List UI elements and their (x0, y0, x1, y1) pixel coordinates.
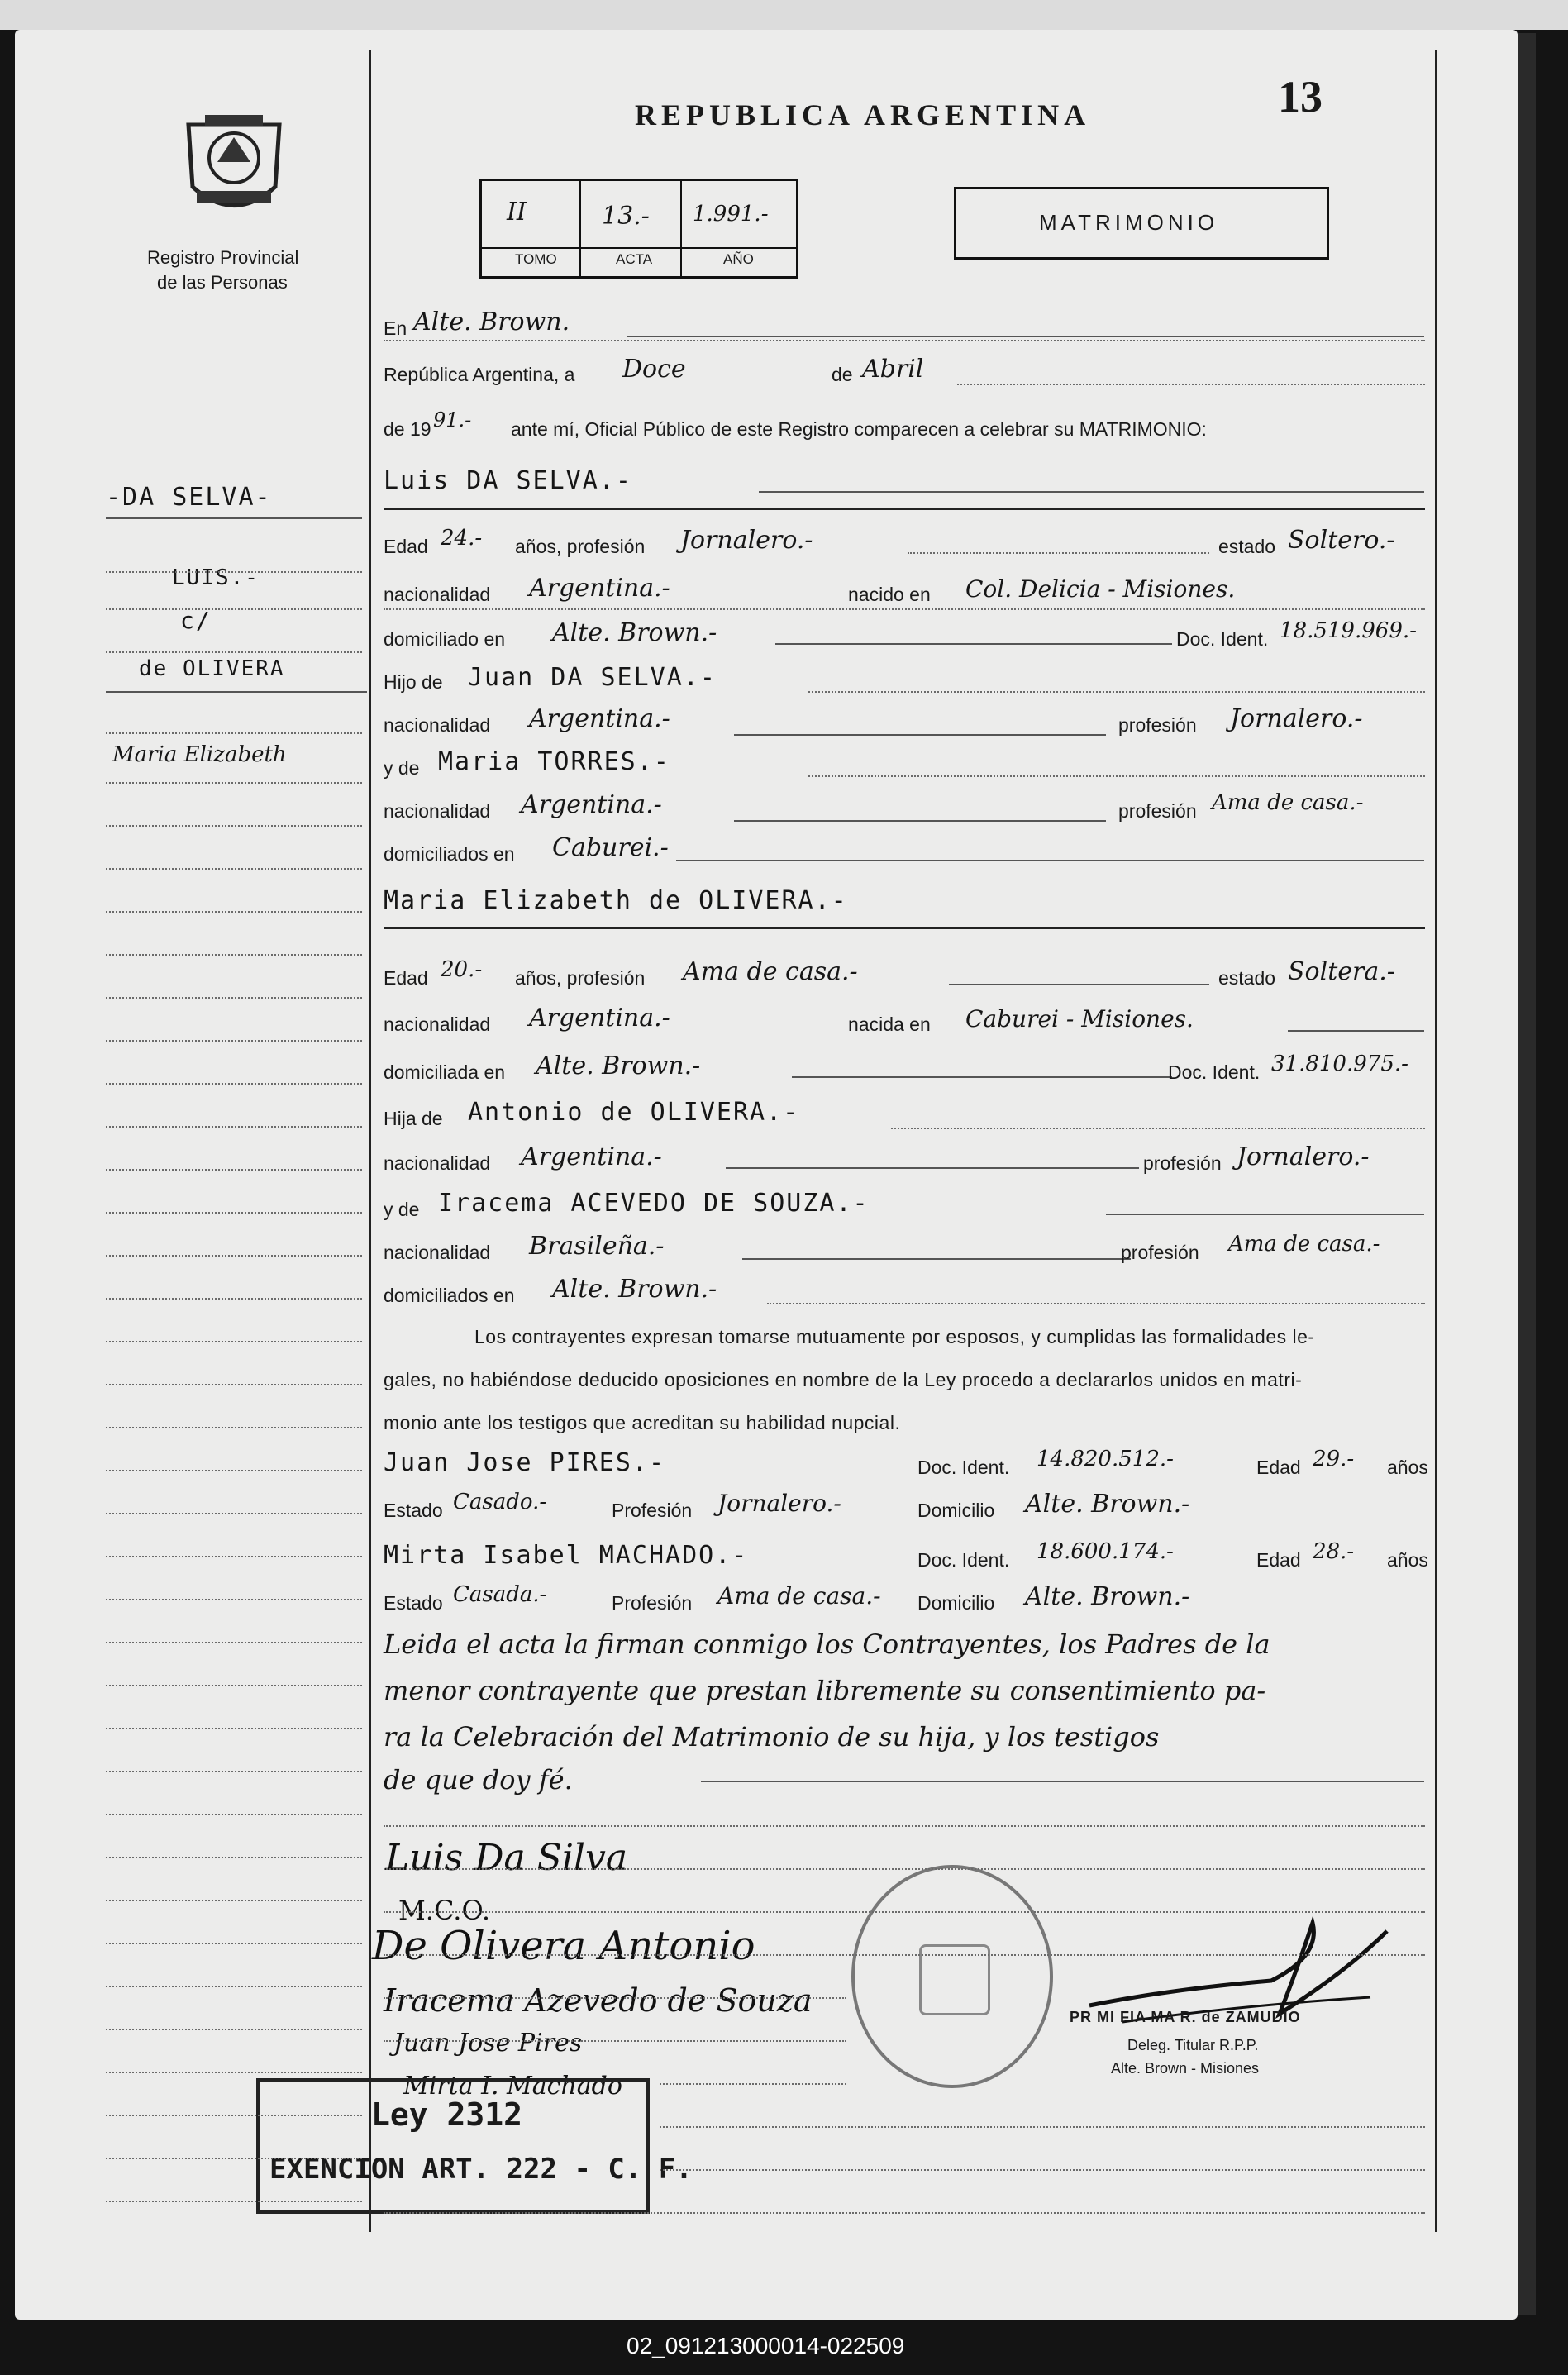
signature-father: De Olivera Antonio (372, 1923, 755, 1969)
groom-mother-nationality: Argentina.- (521, 790, 662, 819)
province-crest-icon (180, 108, 288, 224)
witness2-domicile: Alte. Brown.- (1025, 1582, 1190, 1611)
closing-line-3: ra la Celebración del Matrimonio de su hija, y los testigos (384, 1721, 1160, 1753)
groom-parents-domicile: Caburei.- (552, 833, 669, 862)
witness2-status: Casada.- (453, 1582, 547, 1607)
groom-birthplace: Col. Delicia - Misiones. (965, 575, 1236, 603)
official-title: Deleg. Titular R.P.P. (1127, 2037, 1259, 2053)
groom-mother: Maria TORRES.- (438, 747, 670, 776)
scan-footer (0, 2320, 1568, 2375)
bride-mother-profession: Ama de casa.- (1228, 1232, 1380, 1257)
folio-number: 13 (1278, 72, 1323, 122)
book-edge (1518, 33, 1536, 2315)
witness2-age: 28.- (1313, 1539, 1355, 1564)
witness1-name: Juan Jose PIRES.- (384, 1448, 666, 1477)
margin-wife-surname: de OLIVERA (139, 656, 285, 681)
month: Abril (862, 355, 924, 384)
record-box (479, 179, 798, 279)
scan-top-strip (0, 0, 1568, 30)
bride-domicile: Alte. Brown.- (536, 1052, 701, 1080)
margin-wife-given: Maria Elizabeth (112, 742, 287, 767)
tomo-label: TOMO (515, 251, 557, 267)
groom-doc: 18.519.969.- (1280, 618, 1417, 643)
witness1-profession: Jornalero.- (717, 1490, 841, 1517)
tomo-value: II (507, 198, 527, 227)
bride-status: Soltera.- (1288, 957, 1395, 986)
round-seal-stamp (851, 1865, 1053, 2088)
closing-line-2: menor contrayente que prestan libremente su consentimiento pa- (384, 1675, 1266, 1706)
witness1-status: Casado.- (453, 1490, 547, 1514)
bride-parents-domicile: Alte. Brown.- (552, 1275, 717, 1304)
paragraph-line-3: monio ante los testigos que acreditan su habilidad nupcial. (384, 1412, 901, 1433)
exemption-article: EXENCION ART. 222 - C. F. (269, 2153, 693, 2186)
official-name: PR MI FIA MA R. de ZAMUDIO (1070, 2009, 1301, 2025)
register-page: REPUBLICA ARGENTINA 13 Registro Provincial de las Personas II 13.- 1.991.- TOMO ACTA AÑO MATRIMONIO -DA SELVA- LUIS.- c/ de OLIVERA Maria Elizabeth En Alte. Brown. República Argentina, a Doce de Abril de 19 91.- ante mí, Oficial Público de este Registro comparecen a celebrar su MATRIMONIO: Luis DA SELVA.- Edad 24.- años, profesión Jornalero.- estado Soltero.- nacionalidad Argentina.- nacido en Col. Delicia - Misiones. domiciliado en Alte. Brown.- Doc. Ident. 18.519.969.- Hijo de Juan DA SELVA.- nacionalidad Argentina.- profesión Jornalero.- y de Maria TORRES.- nacionalidad Argentina.- profesión Ama de casa.- domiciliados en Caburei.- Maria Elizabeth de OLIVERA.- Edad 20.- años, profesión Ama de casa.- estado Soltera.- nacionalidad Argentina.- nacida en Caburei - Misiones. domiciliada en Alte. Brown.- Doc. Ident. 31.810.975.- Hija de Antonio de OLIVERA.- nacionalidad Argentina.- profesión Jornalero.- y de Iracema ACEVEDO DE SOUZA.- nacionalidad Brasileña.- profesión Ama de casa.- domiciliados en Alte. Brown.- Los contrayentes expresan tomarse mutuamente por esposos, y cumplidas las formalidades le- gales, no habiéndose deducido oposiciones en nombre de la Ley procedo a declararlos unidos en matri- monio ante los testigos que acreditan su habilidad nupcial. Juan Jose PIRES.- Doc. Ident. 14.820.512.- Edad 29.- años Estado Casado.- Profesión Jornalero.- Domicilio Alte. Brown.- Mirta Isabel MACHADO.- Doc. Ident. 18.600.174.- Edad 28.- años Estado Casada.- Profesión Ama de casa.- Domicilio Alte. Brown.- Leida el acta la firman conmigo los Contrayentes, los Padres de la menor contrayente que prestan libremente su consentimiento pa- ra la Celebración del Matrimonio de su hija, y los testigos de que doy fé. Luis Da Silva M.C.O. De Olivera Antonio Iracema Azevedo de Souza Juan Jose Pires Mirta I. Machado PR MI FIA MA R. de ZAMUDIO Deleg. Titular R.P.P. Alte. Brown - Misiones Ley 2312 EXENCION ART. 222 - C. F. (15, 30, 1518, 2320)
registry-line2: de las Personas (157, 272, 288, 293)
scan-filename: 02_091213000014-022509 (627, 2333, 905, 2358)
bride-mother-nationality: Brasileña.- (529, 1232, 665, 1261)
bride-profession: Ama de casa.- (683, 957, 858, 986)
bride-nationality: Argentina.- (529, 1004, 670, 1033)
witness1-age: 29.- (1313, 1447, 1355, 1471)
exemption-law: Ley 2312 (371, 2096, 523, 2133)
margin-surname: -DA SELVA- (106, 483, 272, 512)
bride-doc: 31.810.975.- (1271, 1052, 1408, 1076)
closing-line-4: de que doy fé. (384, 1764, 573, 1796)
act-type-box (954, 187, 1329, 260)
anio-label: AÑO (723, 251, 754, 267)
groom-domicile: Alte. Brown.- (552, 618, 717, 647)
signature-witness1: Juan Jose Pires (393, 2029, 583, 2058)
groom-father-nationality: Argentina.- (529, 704, 670, 733)
bride-father: Antonio de OLIVERA.- (468, 1098, 800, 1127)
exemption-stamp (256, 2078, 693, 2214)
act-type: MATRIMONIO (1039, 210, 1219, 235)
groom-mother-profession: Ama de casa.- (1212, 790, 1364, 815)
acta-value: 13.- (602, 202, 650, 231)
paragraph-line-2: gales, no habiéndose deducido oposiciones en nombre de la Ley procedo a declararlos unidos en matri- (384, 1369, 1303, 1390)
bride-birthplace: Caburei - Misiones. (965, 1005, 1194, 1033)
signature-mco: M.C.O. (398, 1895, 490, 1926)
witness1-doc: 14.820.512.- (1037, 1447, 1174, 1471)
bride-father-nationality: Argentina.- (521, 1142, 662, 1171)
right-rule (1435, 50, 1437, 2232)
year-suffix: 91.- (433, 408, 472, 432)
anio-value: 1.991.- (693, 202, 769, 227)
official-signature-icon (1073, 1906, 1404, 2055)
bride-age: 20.- (441, 957, 483, 982)
witness2-doc: 18.600.174.- (1037, 1539, 1174, 1564)
bride-name: Maria Elizabeth de OLIVERA.- (384, 886, 848, 915)
groom-age: 24.- (441, 526, 483, 551)
margin-given: LUIS.- (172, 565, 260, 590)
witness2-name: Mirta Isabel MACHADO.- (384, 1541, 749, 1570)
groom-status: Soltero.- (1288, 526, 1395, 555)
witness2-profession: Ama de casa.- (717, 1582, 881, 1610)
registry-line1: Registro Provincial (147, 247, 299, 268)
official-place: Alte. Brown - Misiones (1111, 2060, 1260, 2077)
signature-mother: Iracema Azevedo de Souza (384, 1982, 813, 2019)
signature-witness2: Mirta I. Machado (403, 2072, 622, 2101)
groom-father-profession: Jornalero.- (1230, 704, 1363, 733)
page-title: REPUBLICA ARGENTINA (635, 98, 1091, 131)
witness1-domicile: Alte. Brown.- (1025, 1490, 1190, 1519)
groom-nationality: Argentina.- (529, 574, 670, 603)
bride-father-profession: Jornalero.- (1237, 1142, 1370, 1171)
groom-profession: Jornalero.- (680, 526, 813, 555)
closing-line-1: Leida el acta la firman conmigo los Contrayentes, los Padres de la (384, 1629, 1270, 1660)
groom-name: Luis DA SELVA.- (384, 466, 632, 495)
bride-mother: Iracema ACEVEDO DE SOUZA.- (438, 1189, 870, 1218)
paragraph-line-1: Los contrayentes expresan tomarse mutuamente por esposos, y cumplidas las formalidades le- (474, 1326, 1315, 1347)
margin-rule (369, 50, 371, 2232)
day: Doce (622, 355, 686, 384)
signature-groom: Luis Da Silva (385, 1837, 628, 1879)
groom-father: Juan DA SELVA.- (468, 663, 717, 692)
margin-conj: c/ (180, 607, 212, 634)
place: Alte. Brown. (413, 308, 570, 336)
acta-label: ACTA (616, 251, 653, 267)
